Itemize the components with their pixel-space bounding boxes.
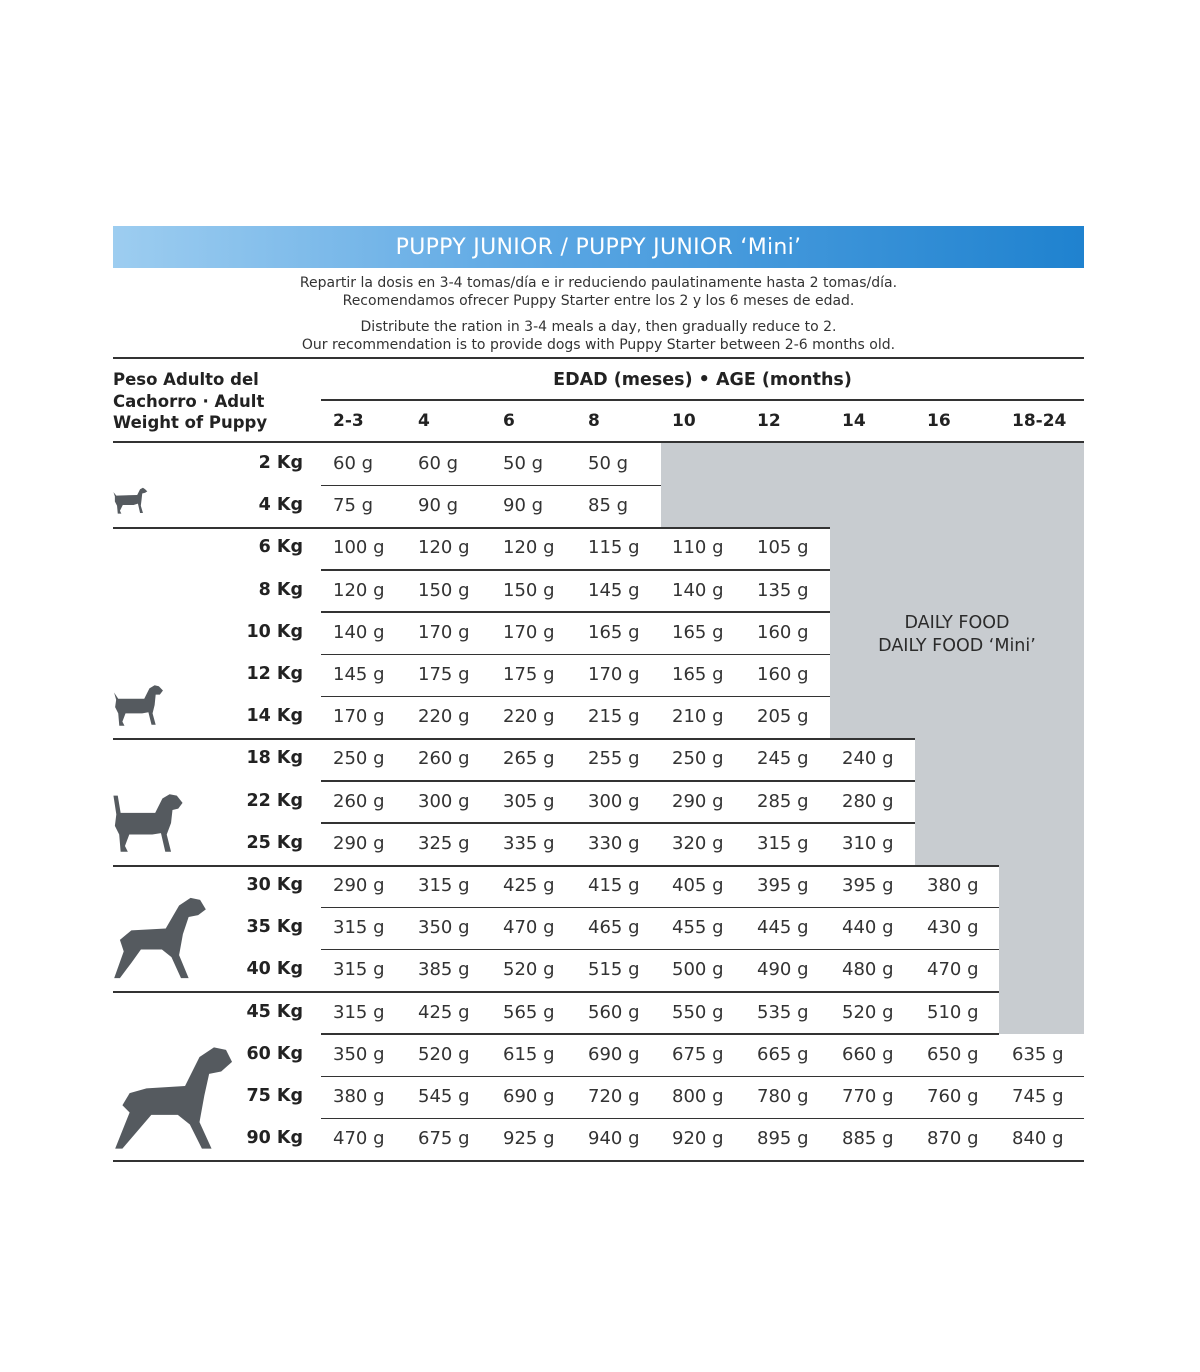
table-cell: 115 g xyxy=(588,537,640,559)
table-cell: 175 g xyxy=(418,664,470,685)
table-cell: 245 g xyxy=(757,748,809,770)
table-cell: 85 g xyxy=(588,495,629,517)
row-rule xyxy=(321,569,830,571)
table-cell: 165 g xyxy=(672,621,724,643)
table-cell: 90 g xyxy=(418,495,459,517)
row-weight-label: 6 Kg xyxy=(258,537,303,558)
table-cell: 615 g xyxy=(503,1043,555,1065)
table-cell: 635 g xyxy=(1012,1043,1064,1065)
table-cell: 440 g xyxy=(842,917,894,939)
table-cell: 690 g xyxy=(503,1086,555,1107)
table-cell: 480 g xyxy=(842,959,894,981)
table-cell: 470 g xyxy=(333,1128,385,1150)
table-cell: 920 g xyxy=(672,1128,724,1150)
page-title: PUPPY JUNIOR / PUPPY JUNIOR ‘Mini’ xyxy=(395,234,802,260)
table-cell: 470 g xyxy=(503,917,555,939)
daily-food-cell-bg xyxy=(661,485,1084,528)
table-cell: 90 g xyxy=(503,495,544,517)
table-cell: 120 g xyxy=(333,579,385,601)
dog-xl-icon xyxy=(112,1045,234,1151)
daily-food-cell-bg xyxy=(915,738,1084,781)
row-weight-label: 8 Kg xyxy=(258,579,303,600)
table-cell: 660 g xyxy=(842,1043,894,1065)
row-rule xyxy=(113,738,915,740)
row-weight-label: 2 Kg xyxy=(258,453,303,473)
table-cell: 925 g xyxy=(503,1128,555,1150)
table-cell: 315 g xyxy=(333,917,385,939)
row-rule xyxy=(321,611,830,613)
table-cell: 455 g xyxy=(672,917,724,939)
table-cell: 415 g xyxy=(588,875,640,896)
row-weight-label: 40 Kg xyxy=(246,959,303,980)
row-rule xyxy=(321,780,915,782)
table-cell: 215 g xyxy=(588,706,640,728)
row-weight-label: 35 Kg xyxy=(246,917,303,938)
table-cell: 500 g xyxy=(672,959,724,981)
table-cell: 220 g xyxy=(503,706,555,728)
table-cell: 780 g xyxy=(757,1086,809,1107)
table-cell: 75 g xyxy=(333,495,374,517)
intro-es-line1: Repartir la dosis en 3-4 tomas/día e ir reduciendo paulatinamente hasta 2 tomas/día. xyxy=(299,275,898,291)
table-cell: 210 g xyxy=(672,706,724,728)
table-cell: 120 g xyxy=(503,537,555,559)
table-cell: 395 g xyxy=(842,875,894,896)
dog-l-icon xyxy=(112,896,208,980)
row-weight-label: 45 Kg xyxy=(246,1001,303,1022)
table-cell: 290 g xyxy=(672,790,724,812)
weight-header-line3: Weight of Puppy xyxy=(113,413,268,432)
table-cell: 60 g xyxy=(418,453,459,474)
table-cell: 300 g xyxy=(418,790,470,812)
age-col-header: 14 xyxy=(842,411,866,431)
table-cell: 760 g xyxy=(927,1086,979,1107)
table-cell: 350 g xyxy=(333,1043,385,1065)
table-cell: 665 g xyxy=(757,1043,809,1065)
table-cell: 445 g xyxy=(757,917,809,939)
table-cell: 885 g xyxy=(842,1128,894,1150)
table-cell: 320 g xyxy=(672,832,724,854)
table-cell: 170 g xyxy=(418,621,470,643)
daily-food-cell-bg xyxy=(830,527,1084,570)
age-header: EDAD (meses) • AGE (months) xyxy=(553,370,852,390)
table-cell: 770 g xyxy=(842,1086,894,1107)
table-cell: 840 g xyxy=(1012,1128,1064,1150)
table-cell: 100 g xyxy=(333,537,385,559)
table-cell: 165 g xyxy=(588,621,640,643)
table-cell: 240 g xyxy=(842,748,894,770)
table-cell: 520 g xyxy=(418,1043,470,1065)
daily-food-cell-bg xyxy=(830,654,1084,697)
table-cell: 140 g xyxy=(333,621,385,643)
row-rule xyxy=(321,949,999,951)
table-cell: 260 g xyxy=(333,790,385,812)
daily-food-cell-bg xyxy=(999,865,1084,908)
age-col-header: 6 xyxy=(503,411,515,431)
table-cell: 940 g xyxy=(588,1128,640,1150)
row-weight-label: 22 Kg xyxy=(246,790,303,811)
row-rule xyxy=(321,822,915,824)
row-weight-label: 4 Kg xyxy=(258,495,303,516)
age-col-header: 12 xyxy=(757,411,781,431)
weight-header-line2: Cachorro · Adult xyxy=(113,391,265,411)
table-cell: 285 g xyxy=(757,790,809,812)
table-cell: 265 g xyxy=(503,748,555,770)
table-cell: 50 g xyxy=(588,453,629,474)
table-cell: 170 g xyxy=(503,621,555,643)
table-cell: 315 g xyxy=(333,959,385,981)
table-cell: 165 g xyxy=(672,664,724,685)
table-cell: 425 g xyxy=(503,875,555,896)
table-cell: 720 g xyxy=(588,1086,640,1107)
table-cell: 425 g xyxy=(418,1001,470,1023)
table-cell: 170 g xyxy=(588,664,640,685)
table-cell: 290 g xyxy=(333,832,385,854)
table-cell: 110 g xyxy=(672,537,724,559)
daily-food-cell-bg xyxy=(830,696,1084,739)
row-weight-label: 18 Kg xyxy=(246,748,303,769)
weight-header-line1: Peso Adulto del xyxy=(113,370,259,389)
row-rule xyxy=(113,1160,1084,1162)
row-weight-label: 25 Kg xyxy=(246,832,303,853)
daily-food-cell-bg xyxy=(661,443,1084,486)
intro-en-line2: Our recommendation is to provide dogs with Puppy Starter between 2-6 months old. xyxy=(301,337,896,353)
table-cell: 315 g xyxy=(333,1001,385,1023)
row-weight-label: 10 Kg xyxy=(246,621,303,642)
table-cell: 675 g xyxy=(418,1128,470,1150)
intro-es-line2: Recomendamos ofrecer Puppy Starter entre los 2 y los 6 meses de edad. xyxy=(342,293,855,309)
table-cell: 145 g xyxy=(333,664,385,685)
table-cell: 895 g xyxy=(757,1128,809,1150)
table-cell: 205 g xyxy=(757,706,809,728)
table-cell: 465 g xyxy=(588,917,640,939)
table-cell: 160 g xyxy=(757,621,809,643)
table-cell: 385 g xyxy=(418,959,470,981)
table-cell: 520 g xyxy=(503,959,555,981)
daily-food-cell-bg xyxy=(830,570,1084,613)
table-cell: 350 g xyxy=(418,917,470,939)
daily-food-label xyxy=(830,612,1084,658)
table-cell: 650 g xyxy=(927,1043,979,1065)
table-cell: 300 g xyxy=(588,790,640,812)
intro-english xyxy=(113,318,1084,354)
table-cell: 380 g xyxy=(333,1086,385,1107)
table-cell: 315 g xyxy=(418,875,470,896)
table-cell: 50 g xyxy=(503,453,544,474)
table-cell: 535 g xyxy=(757,1001,809,1023)
table-cell: 870 g xyxy=(927,1128,979,1150)
table-cell: 330 g xyxy=(588,832,640,854)
table-cell: 690 g xyxy=(588,1043,640,1065)
age-col-header: 8 xyxy=(588,411,600,431)
daily-food-cell-bg xyxy=(999,949,1084,992)
daily-food-cell-bg xyxy=(999,907,1084,950)
age-col-header: 18-24 xyxy=(1012,411,1067,431)
daily-food-cell-bg xyxy=(999,992,1084,1035)
row-rule xyxy=(321,907,999,909)
intro-en-line1: Distribute the ration in 3-4 meals a day, then gradually reduce to 2. xyxy=(360,319,837,335)
table-cell: 135 g xyxy=(757,579,809,601)
daily-food-cell-bg xyxy=(915,781,1084,824)
table-cell: 220 g xyxy=(418,706,470,728)
row-rule xyxy=(113,991,999,993)
table-cell: 510 g xyxy=(927,1001,979,1023)
table-cell: 800 g xyxy=(672,1086,724,1107)
dog-s-icon xyxy=(112,683,164,727)
table-cell: 565 g xyxy=(503,1001,555,1023)
table-cell: 545 g xyxy=(418,1086,470,1107)
row-weight-label: 30 Kg xyxy=(246,875,303,895)
intro-spanish xyxy=(113,274,1084,310)
table-cell: 335 g xyxy=(503,832,555,854)
table-cell: 145 g xyxy=(588,579,640,601)
table-cell: 250 g xyxy=(672,748,724,770)
table-cell: 120 g xyxy=(418,537,470,559)
row-rule xyxy=(113,865,999,867)
table-cell: 170 g xyxy=(333,706,385,728)
daily-food-line1: DAILY FOOD xyxy=(904,613,1010,633)
table-cell: 315 g xyxy=(757,832,809,854)
row-weight-label: 75 Kg xyxy=(246,1086,303,1106)
row-rule xyxy=(321,1076,1084,1078)
dog-xs-icon xyxy=(112,484,148,516)
table-top-rule xyxy=(113,357,1084,359)
table-cell: 260 g xyxy=(418,748,470,770)
row-weight-label: 12 Kg xyxy=(246,664,303,684)
table-cell: 515 g xyxy=(588,959,640,981)
table-cell: 290 g xyxy=(333,875,385,896)
table-cell: 325 g xyxy=(418,832,470,854)
table-cell: 255 g xyxy=(588,748,640,770)
table-cell: 160 g xyxy=(757,664,809,685)
age-col-header: 10 xyxy=(672,411,696,431)
age-col-header: 16 xyxy=(927,411,951,431)
table-cell: 490 g xyxy=(757,959,809,981)
table-cell: 395 g xyxy=(757,875,809,896)
row-weight-label: 14 Kg xyxy=(246,706,303,727)
table-cell: 175 g xyxy=(503,664,555,685)
table-cell: 560 g xyxy=(588,1001,640,1023)
table-cell: 305 g xyxy=(503,790,555,812)
daily-food-line2: DAILY FOOD ‘Mini’ xyxy=(878,636,1036,656)
table-cell: 430 g xyxy=(927,917,979,939)
table-cell: 310 g xyxy=(842,832,894,854)
row-rule xyxy=(321,654,830,656)
daily-food-cell-bg xyxy=(915,823,1084,866)
table-cell: 675 g xyxy=(672,1043,724,1065)
row-rule xyxy=(321,696,830,698)
table-cell: 150 g xyxy=(503,579,555,601)
table-cell: 550 g xyxy=(672,1001,724,1023)
table-cell: 380 g xyxy=(927,875,979,896)
row-weight-label: 60 Kg xyxy=(246,1043,303,1064)
dog-m-icon xyxy=(112,792,184,854)
header-bottom-rule xyxy=(113,441,1084,443)
table-cell: 150 g xyxy=(418,579,470,601)
age-col-header: 4 xyxy=(418,411,430,431)
weight-header xyxy=(113,369,267,434)
row-rule xyxy=(321,1033,999,1035)
table-cell: 405 g xyxy=(672,875,724,896)
table-cell: 745 g xyxy=(1012,1086,1064,1107)
table-cell: 470 g xyxy=(927,959,979,981)
age-header-rule xyxy=(321,399,1084,401)
row-rule xyxy=(321,485,661,487)
table-cell: 280 g xyxy=(842,790,894,812)
title-banner xyxy=(113,226,1084,268)
table-cell: 60 g xyxy=(333,453,374,474)
table-cell: 520 g xyxy=(842,1001,894,1023)
table-cell: 250 g xyxy=(333,748,385,770)
table-cell: 140 g xyxy=(672,579,724,601)
row-rule xyxy=(113,527,830,529)
row-weight-label: 90 Kg xyxy=(246,1128,303,1149)
age-col-header: 2-3 xyxy=(333,411,364,431)
row-rule xyxy=(321,1118,1084,1120)
table-cell: 105 g xyxy=(757,537,809,559)
